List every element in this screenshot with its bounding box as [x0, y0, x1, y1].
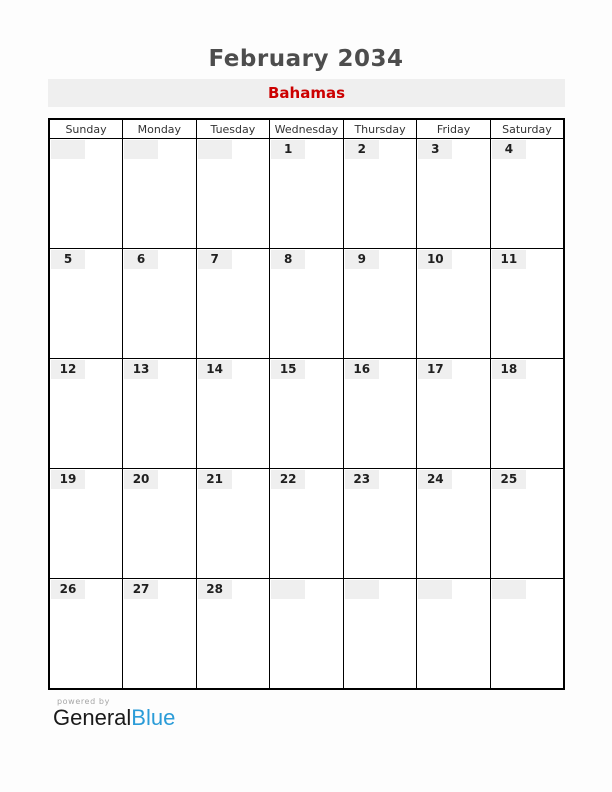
day-number: 1 [271, 140, 305, 159]
day-cell [270, 139, 344, 249]
day-cell [49, 139, 123, 249]
day-cell [123, 139, 197, 249]
page-title: February 2034 [208, 46, 404, 72]
day-cell [270, 579, 344, 690]
day-cell [490, 469, 564, 579]
day-cell [49, 579, 123, 690]
day-number: 14 [198, 360, 232, 379]
powered-by-label: powered by [57, 697, 110, 706]
day-cell [49, 249, 123, 359]
day-number: 26 [51, 580, 85, 599]
brand-general-text: General [53, 705, 132, 730]
day-cell [417, 469, 491, 579]
week-row [49, 579, 564, 690]
weekday-header-monday: Monday [123, 119, 197, 139]
day-number: 4 [492, 140, 526, 159]
day-cell [123, 359, 197, 469]
day-cell [343, 359, 417, 469]
country-name: Bahamas [267, 84, 346, 102]
weekday-header-sunday: Sunday [49, 119, 123, 139]
day-number [345, 580, 379, 599]
day-cell [196, 139, 270, 249]
day-number: 12 [51, 360, 85, 379]
weekday-header-tuesday: Tuesday [196, 119, 270, 139]
day-cell [196, 249, 270, 359]
generalblue-logo [53, 707, 175, 729]
day-number: 17 [418, 360, 452, 379]
day-cell [343, 139, 417, 249]
day-number [492, 580, 526, 599]
day-number: 27 [124, 580, 158, 599]
day-cell [270, 359, 344, 469]
day-number: 20 [124, 470, 158, 489]
brand-blue-text: Blue [131, 705, 176, 730]
day-cell [196, 359, 270, 469]
day-cell [417, 579, 491, 690]
day-number [198, 140, 232, 159]
day-cell [417, 359, 491, 469]
day-cell [196, 579, 270, 690]
day-number: 18 [492, 360, 526, 379]
day-cell [343, 469, 417, 579]
day-number: 24 [418, 470, 452, 489]
day-cell [123, 579, 197, 690]
day-number: 16 [345, 360, 379, 379]
day-cell [270, 469, 344, 579]
day-number: 23 [345, 470, 379, 489]
weekday-header-wednesday: Wednesday [270, 119, 344, 139]
country-banner [48, 79, 565, 107]
week-row [49, 469, 564, 579]
day-number: 6 [124, 250, 158, 269]
day-number: 13 [124, 360, 158, 379]
day-number [124, 140, 158, 159]
week-row [49, 139, 564, 249]
weekday-header-row [49, 119, 564, 139]
day-cell [196, 469, 270, 579]
day-cell [49, 359, 123, 469]
weekday-header-thursday: Thursday [343, 119, 417, 139]
day-cell [49, 469, 123, 579]
day-cell [123, 249, 197, 359]
weekday-header-saturday: Saturday [490, 119, 564, 139]
calendar-table [48, 118, 565, 690]
day-number: 21 [198, 470, 232, 489]
day-number [51, 140, 85, 159]
day-cell [123, 469, 197, 579]
day-cell [417, 139, 491, 249]
day-number: 2 [345, 140, 379, 159]
day-cell [490, 139, 564, 249]
day-number: 25 [492, 470, 526, 489]
day-number: 19 [51, 470, 85, 489]
day-number: 5 [51, 250, 85, 269]
day-number [271, 580, 305, 599]
day-cell [490, 579, 564, 690]
day-cell [270, 249, 344, 359]
day-number: 7 [198, 250, 232, 269]
day-cell [343, 249, 417, 359]
day-number: 28 [198, 580, 232, 599]
day-number: 15 [271, 360, 305, 379]
week-row [49, 249, 564, 359]
weekday-header-friday: Friday [417, 119, 491, 139]
day-number: 11 [492, 250, 526, 269]
day-number: 10 [418, 250, 452, 269]
day-number: 3 [418, 140, 452, 159]
day-number [418, 580, 452, 599]
day-number: 8 [271, 250, 305, 269]
day-number: 22 [271, 470, 305, 489]
day-number: 9 [345, 250, 379, 269]
day-cell [490, 249, 564, 359]
footer [53, 697, 175, 729]
day-cell [343, 579, 417, 690]
week-row [49, 359, 564, 469]
day-cell [490, 359, 564, 469]
day-cell [417, 249, 491, 359]
